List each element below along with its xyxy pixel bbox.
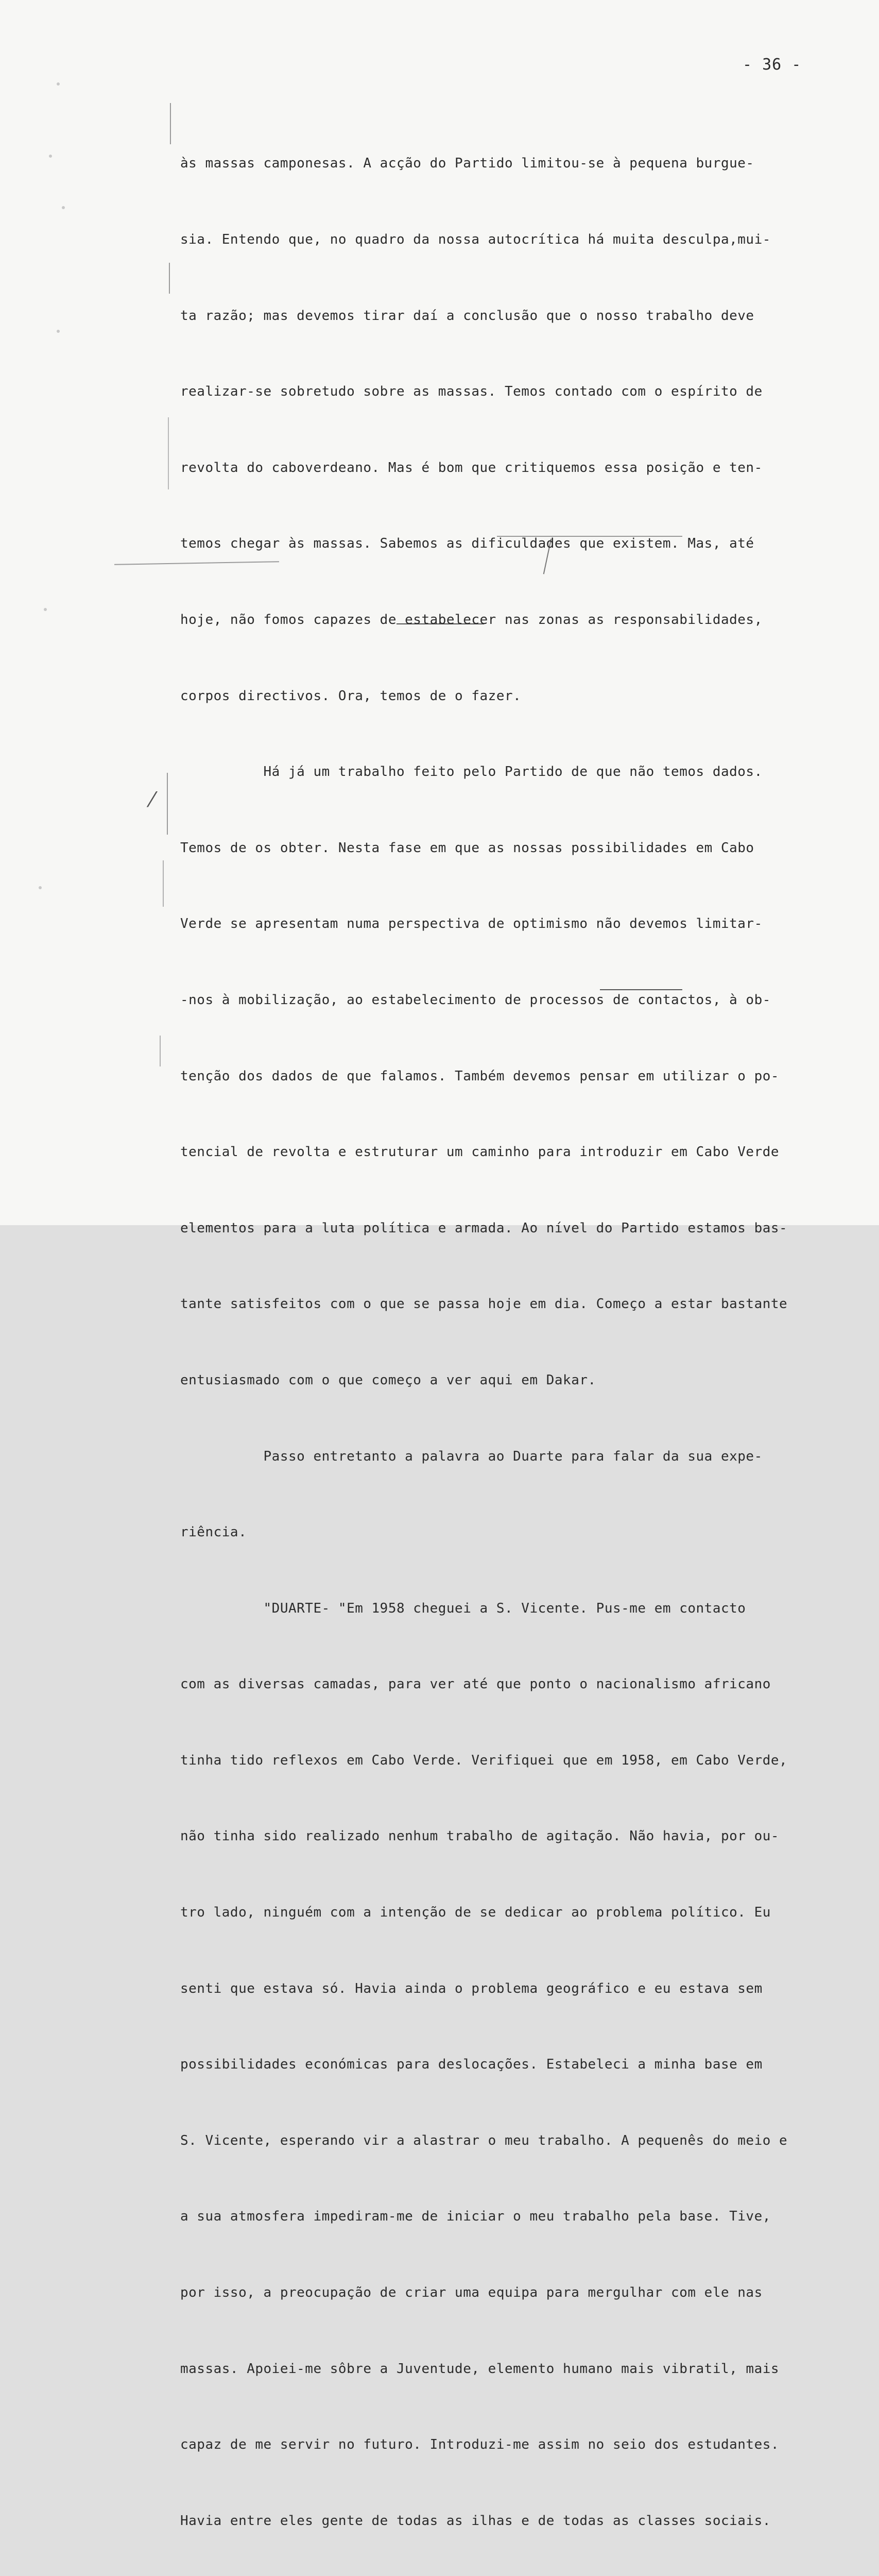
- margin-mark: [169, 263, 170, 294]
- margin-mark: [170, 103, 171, 144]
- text-line: por isso, a preocupação de criar uma equipa para mergulhar com ele nas: [180, 2285, 763, 2301]
- text-line: tencial de revolta e estruturar um caminho para introduzir em Cabo Verde: [180, 1144, 780, 1160]
- text-line: "DUARTE- "Em 1958 cheguei a S. Vicente. Pus-me em contacto: [180, 1600, 746, 1616]
- margin-mark: [160, 1036, 161, 1066]
- text-line: S. Vicente, esperando vir a alastrar o meu trabalho. A pequenês do meio e: [180, 2132, 788, 2148]
- text-line: elementos para a luta política e armada. Ao nível do Partido estamos bas-: [180, 1220, 788, 1236]
- text-line: possibilidades económicas para deslocações. Estabeleci a minha base em: [180, 2057, 763, 2073]
- text-line: tenção dos dados de que falamos. Também devemos pensar em utilizar o po-: [180, 1068, 780, 1084]
- text-line: entusiasmado com o que começo a ver aqui em Dakar.: [180, 1372, 596, 1388]
- text-line: corpos directivos. Ora, temos de o fazer.: [180, 688, 522, 704]
- text-line: Há já um trabalho feito pelo Partido de que não temos dados.: [180, 764, 763, 780]
- text-line: -nos à mobilização, ao estabelecimento de processos de contactos, à ob-: [180, 992, 771, 1008]
- text-line: Temos de os obter. Nesta fase em que as nossas possibilidades em Cabo: [180, 840, 754, 856]
- punch-mark: [49, 155, 52, 158]
- text-line: riência.: [180, 1524, 247, 1540]
- text-line: temos chegar às massas. Sabemos as dificuldades que existem. Mas, até: [180, 536, 754, 552]
- text-line: hoje, não fomos capazes de estabelecer nas zonas as responsabilidades,: [180, 612, 763, 628]
- text-line: capaz de me servir no futuro. Introduzi-me assim no seio dos estudantes.: [180, 2437, 780, 2453]
- page-number: - 36 -: [743, 56, 802, 74]
- text-line: tinha tido reflexos em Cabo Verde. Verifiquei que em 1958, em Cabo Verde,: [180, 1752, 788, 1768]
- text-line: às massas camponesas. A acção do Partido limitou-se à pequena burgue-: [180, 156, 754, 172]
- text-line: com as diversas camadas, para ver até que ponto o nacionalismo africano: [180, 1676, 771, 1692]
- margin-mark: [167, 773, 168, 835]
- text-line: Verde se apresentam numa perspectiva de optimismo não devemos limitar-: [180, 916, 763, 932]
- text-line: senti que estava só. Havia ainda o problema geográfico e eu estava sem: [180, 1980, 763, 1996]
- punch-mark: [44, 608, 47, 611]
- margin-mark: [168, 417, 169, 489]
- text-line: revolta do caboverdeano. Mas é bom que critiquemos essa posição e ten-: [180, 460, 763, 476]
- text-line: ta razão; mas devemos tirar daí a conclusão que o nosso trabalho deve: [180, 308, 754, 324]
- text-line: não tinha sido realizado nenhum trabalho de agitação. Não havia, por ou-: [180, 1828, 780, 1844]
- text-line: sia. Entendo que, no quadro da nossa autocrítica há muita desculpa,mui-: [180, 232, 771, 247]
- punch-mark: [57, 330, 60, 333]
- text-line: a sua atmosfera impediram-me de iniciar o meu trabalho pela base. Tive,: [180, 2209, 771, 2225]
- punch-mark: [62, 206, 65, 209]
- punch-mark: [39, 886, 42, 889]
- text-line: Havia entre eles gente de todas as ilhas e de todas as classes sociais.: [180, 2513, 771, 2529]
- margin-mark: [163, 860, 164, 907]
- text-line: tro lado, ninguém com a intenção de se dedicar ao problema político. Eu: [180, 1905, 771, 1921]
- punch-mark: [57, 82, 60, 86]
- typed-text-body: [180, 100, 850, 2576]
- text-line: realizar-se sobretudo sobre as massas. Temos contado com o espírito de: [180, 384, 763, 400]
- text-line: tante satisfeitos com o que se passa hoje em dia. Começo a estar bastante: [180, 1296, 788, 1312]
- margin-handwritten-mark: ⁄: [150, 788, 154, 812]
- text-line: massas. Apoiei-me sôbre a Juventude, elemento humano mais vibratil, mais: [180, 2361, 780, 2377]
- text-line: Passo entretanto a palavra ao Duarte para falar da sua expe-: [180, 1448, 763, 1464]
